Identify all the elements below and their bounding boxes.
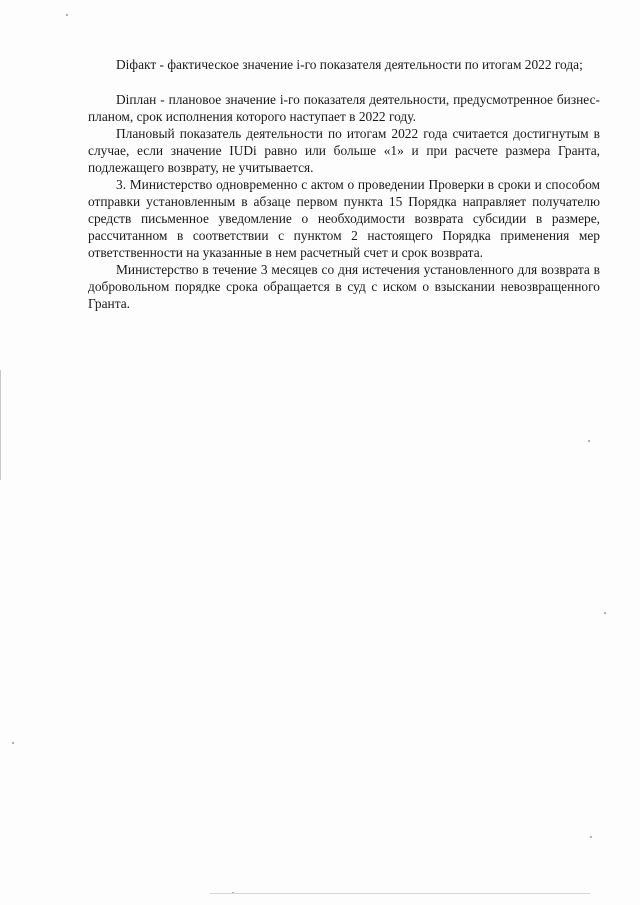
paragraph-plan-indicator: Плановый показатель деятельности по итогам 2022 года считается достигнутым в случае, если значение IUDi равно или больше «1» и при расчете размера Гранта, подлежащего возврату, не учитывается. [88,126,600,175]
paragraph-ministry-notice: 3. Министерство одновременно с актом о проведении Проверки в сроки и способом отправки установленным в абзаце первом пункта 15 Порядка направляет получателю средств письменное уведомление о необходимости возврата субсидии в размере, рассчитанном в соответствии с пунктом 2 настоящего Порядка применения мер ответственности на указанные в нем расчетный счет и срок возврата. [88,177,600,260]
document-body [88,56,600,312]
scan-edge-artifact [0,370,1,480]
scan-speck [66,14,68,16]
paragraph-court-claim: Министерство в течение 3 месяцев со дня истечения установленного для возврата в добровольном порядке срока обращается в суд с иском о взыскании невозвращенного Гранта. [88,262,600,311]
paragraph-di-plan: Diплан - плановое значение i-го показателя деятельности, предусмотренное бизнес-планом, срок исполнения которого наступает в 2022 году. [88,92,600,124]
scan-speck [12,742,14,744]
scan-speck [590,836,592,838]
paragraph-di-fact: Diфакт - фактическое значение i-го показателя деятельности по итогам 2022 года; [116,57,583,72]
scan-speck [588,440,590,442]
scan-speck [604,612,606,614]
scan-bottom-artifact [210,893,590,894]
